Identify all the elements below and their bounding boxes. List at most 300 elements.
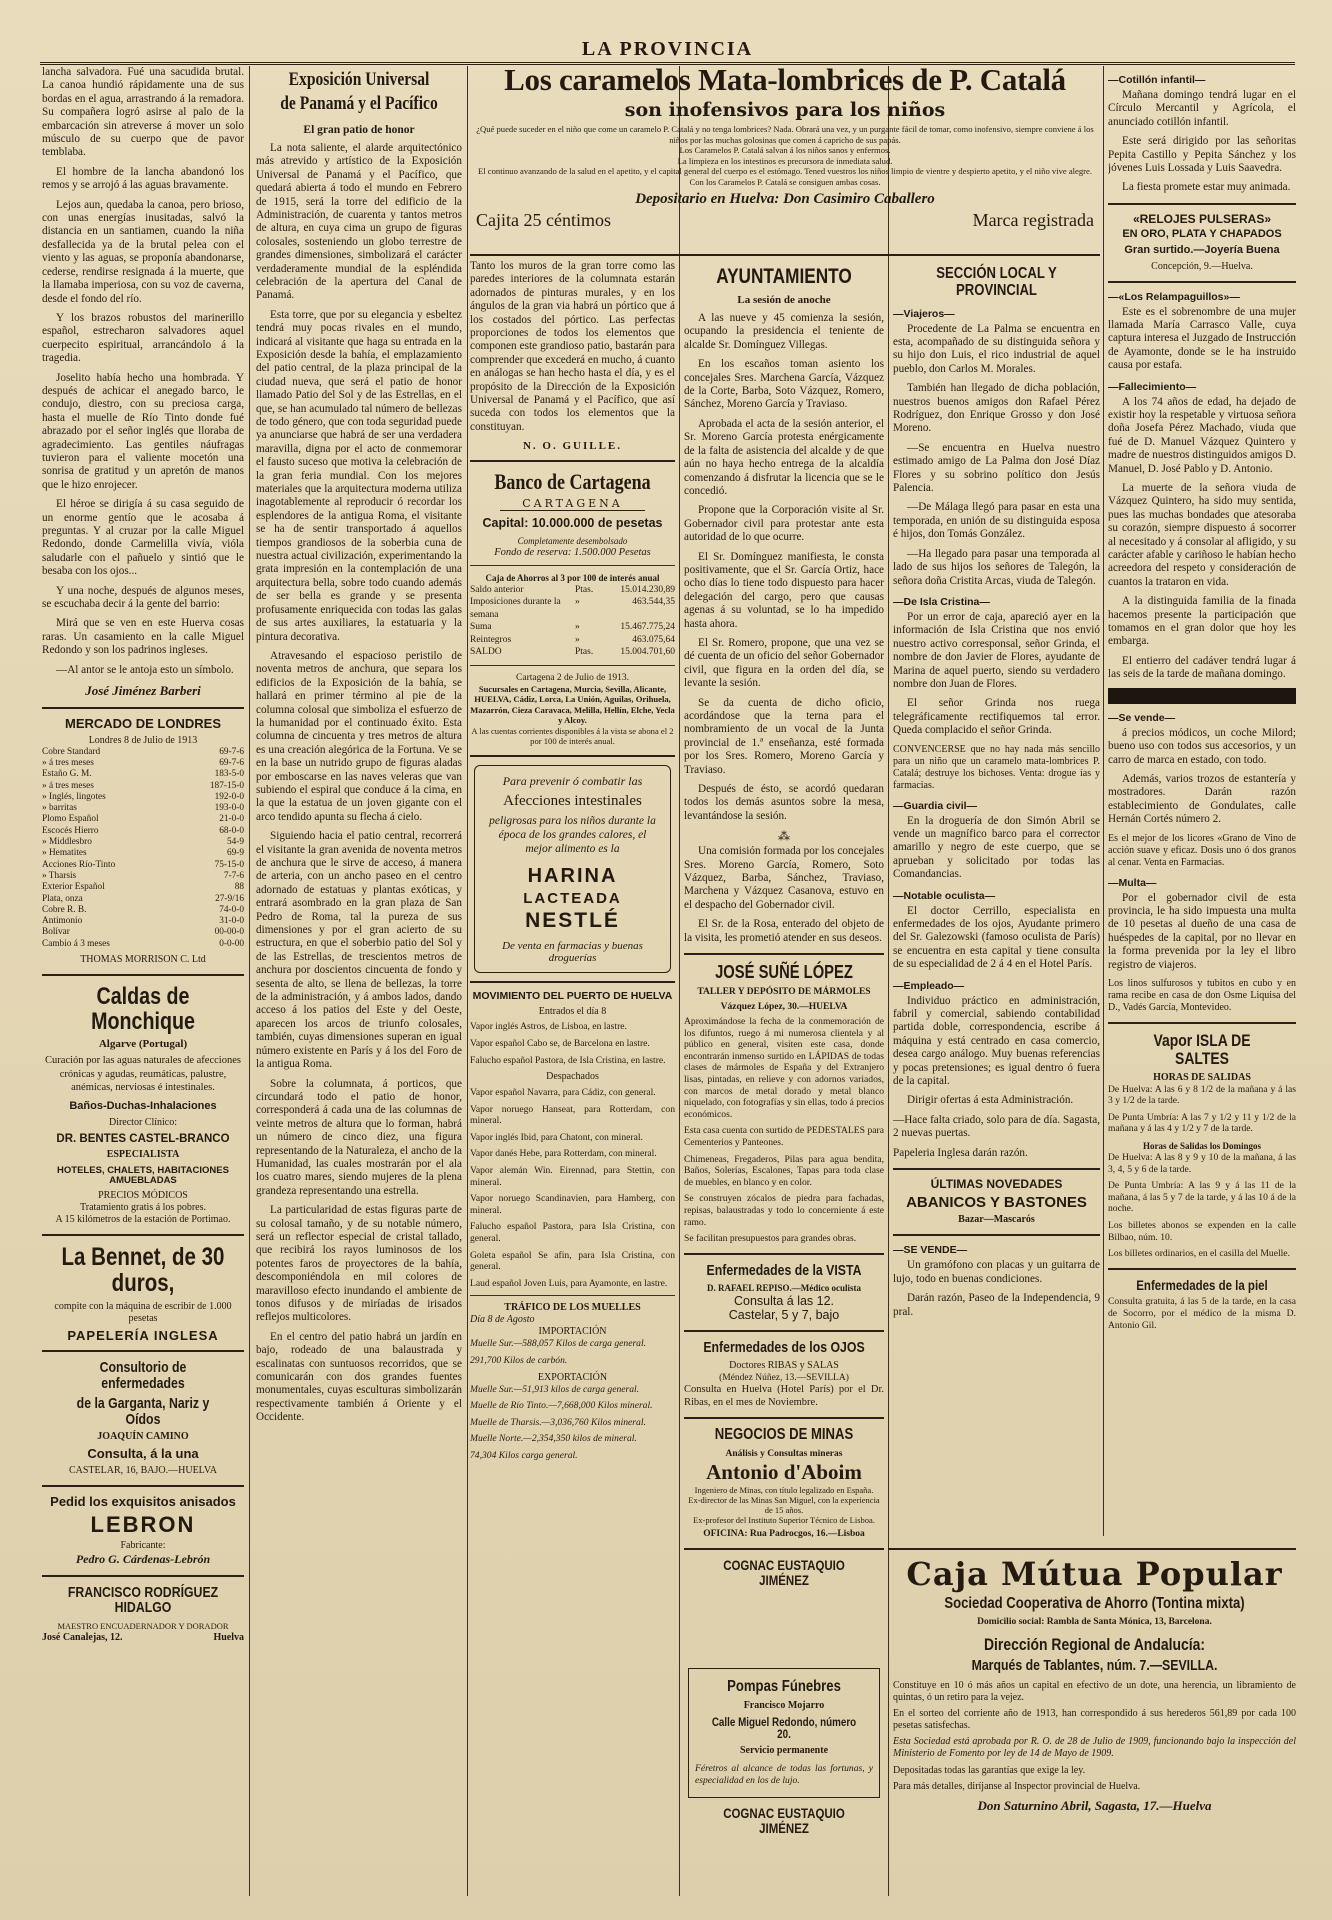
- relojes-ad: [1108, 213, 1296, 273]
- market-row-label: Plata, onza: [42, 893, 83, 904]
- sune-body: Se facilitan presupuestos para grandes obras.: [684, 1233, 857, 1245]
- market-row: [42, 837, 244, 848]
- bank-row: [470, 634, 675, 647]
- ayuntamiento-paragraph: El Sr. de la Rosa, enterado del objeto de la visita, les prometió atender en sus deseos.: [684, 918, 884, 944]
- divider: [470, 665, 675, 666]
- divider: [684, 1548, 884, 1550]
- saltes-line: De Punta Umbría: A las 7 y 1/2 y 11 y 1/2 de la mañana y á las 4 y 1/2 y 7 de la tarde.: [1108, 1111, 1296, 1135]
- piel-ad: [1108, 1278, 1296, 1331]
- expo-paragraph: La particularidad de estas figuras parte de su colosal tamaño, y de su notable número, será un reflector especial de cristal tallado, que recibirá los rayos luminosos de los potentes faros de proyectores de la bahía, descomponiéndola en mil colores de maravilloso efecto inundando el ambiente de tonos difusos y de miríadas de irisados reflejos multicolores.: [256, 1204, 462, 1324]
- market-row-value: 88: [234, 882, 244, 893]
- monchique-subtitle: Algarve (Portugal): [98, 1038, 188, 1051]
- traffic-export: Muelle de Tharsis.—3,036,760 Kilos mineral.: [470, 1416, 646, 1428]
- consultorio-doctor: JOAQUÍN CAMINO: [97, 1431, 189, 1443]
- bank-city: CARTAGENA: [500, 497, 645, 511]
- sune-body: Se construyen zócalos de piedra para fachadas, repisas, balaustradas y todo lo concerniente á este ramo.: [684, 1193, 884, 1228]
- fallecimiento-paragraph: A la distinguida familia de la finada hacemos presente la participación que tomamos en el gran dolor que hoy les embarga.: [1108, 595, 1296, 648]
- divider: [1108, 281, 1296, 283]
- bank-ad: [470, 470, 675, 746]
- market-row-label: » Middlesbro: [42, 837, 92, 848]
- monchique-services: Baños-Duchas-Inhalaciones: [69, 1099, 217, 1112]
- port-entry: Vapor español Cabo se, de Barcelona en lastre.: [470, 1037, 650, 1049]
- consultorio-address: CASTELAR, 16, BAJO.—HUELVA: [68, 1464, 218, 1476]
- port-dispatch: Vapor alemán Win. Eirennad, para Stettin, con mineral.: [470, 1165, 675, 1188]
- empleado-paragraph: Individuo práctico en administración, fabril y comercial, sabiendo contabilidad partida doble, correspondencia, escribe á máquina y está centrado en casa comercio, desea cargo análogo. Muy buenas referencias y pocas pretensiones; es igual dentro ó fuera de la capital.: [893, 994, 1100, 1088]
- port-dispatch: Vapor español Navarra, para Cádiz, con general.: [470, 1087, 656, 1099]
- oculista-heading: —Notable oculista—: [893, 889, 996, 902]
- column-3: [470, 260, 675, 1467]
- traffic-import: Muelle Sur.—588,057 Kilos de carga general.: [470, 1338, 647, 1350]
- novedades-ad: [893, 1178, 1100, 1226]
- story-paragraph: Y los brazos robustos del marinerillo español, estrecharon salvadores aquel cuerpecito espiritual, arrancándolo á la tragedia.: [42, 311, 244, 365]
- cotillon-paragraph: Este será dirigido por las señoritas Pepita Castillo y Pepita Sánchez y los jóvenes Luis Lossada y Luis Saavedra.: [1108, 135, 1296, 175]
- market-row-value: 21-0-0: [219, 814, 244, 825]
- caja-sign: Don Saturnino Abril, Sagasta, 17.—Huelva: [977, 1797, 1212, 1813]
- hidalgo-address: José Canalejas, 12.: [42, 1632, 123, 1644]
- traffic-export-label: EXPORTACIÓN: [537, 1371, 608, 1383]
- ayuntamiento-subtitle: La sesión de anoche: [737, 294, 831, 307]
- negocios-line: Ex-director de las Minas San Miguel, con la experiencia de 15 años.: [688, 1494, 880, 1515]
- saltes-line: De Punta Umbría: A las 9 y á las 11 de la mañana, á las 5 y 7 de la tarde, y á las 10 á de la noche.: [1108, 1180, 1296, 1215]
- cognac-ad-2: COGNAC EUSTAQUIO JIMÉNEZ: [723, 1805, 845, 1836]
- nestle-brand: HARINA: [527, 864, 618, 887]
- caja-dir2: Marqués de Tablantes, núm. 7.—SEVILLA.: [971, 1657, 1218, 1675]
- papeleria-paragraph: Papeleria Inglesa darán razón.: [893, 1146, 1028, 1159]
- market-row-value: 69-9: [226, 848, 244, 859]
- guardia-heading: —Guardia civil—: [893, 799, 978, 812]
- divider: [1108, 1268, 1296, 1270]
- bank-capital-note: Completamente desembolsado: [517, 535, 628, 546]
- bank-cell: »: [575, 597, 580, 607]
- saltes-line: De Huelva: A las 6 y 8 1/2 de la mañana y á las 3 y 1/2 de la tarde.: [1108, 1083, 1296, 1107]
- linos-paragraph: Los linos sulfurosos y tubitos en cubo y en rama recibe en casa de don Osme Liquisa del D., Vadés García, Montevideo.: [1108, 977, 1296, 1013]
- market-row-value: 69-7-6: [219, 758, 244, 768]
- divider: [470, 981, 675, 983]
- bank-cell: 15.467.775,24: [620, 622, 675, 632]
- cognac-ad: COGNAC EUSTAQUIO JIMÉNEZ: [723, 1556, 845, 1588]
- expo-title-2: de Panamá y el Pacífico: [280, 92, 438, 114]
- story-paragraph: lancha salvadora. Fué una sacudida brutal. La canoa hundió rápidamente una de sus bordas en el agua, arrastrando á la remadora. Su compañera logró asirse al palo de la embarcación sin atreverse á mover un solo músculo de su cuerpo que de pavor temblaba.: [42, 66, 244, 159]
- caramelos-text: ¿Qué puede suceder en el niño que come un caramelo P. Catalá y no tenga lombrices? Nada. Obrará una vez, y un purgante fácil de tomar, como inofensivo, siempre conviene á los niños por las muchas golosinas que comen á capricho de sus papás.: [476, 124, 1094, 145]
- ayuntamiento-title: AYUNTAMIENTO: [716, 265, 852, 288]
- caramelos-subtitle: son inofensivos para los niños: [624, 98, 946, 121]
- multa-heading: —Multa—: [1108, 876, 1157, 889]
- relojes-title: «RELOJES PULSERAS»: [1132, 211, 1272, 226]
- port-dispatch: Vapor noruego Hanseat, para Rotterdam, con mineral.: [470, 1103, 675, 1127]
- market-footer: THOMAS MORRISON C. Ltd: [80, 954, 206, 966]
- lebron-maker: Pedro G. Cárdenas-Lebrón: [75, 1551, 211, 1566]
- saltes-sub: HORAS DE SALIDAS: [1153, 1071, 1251, 1083]
- sevende-paragraph: Un gramófono con placas y un guitarra de lujo, todo en buenas condiciones.: [893, 1259, 1100, 1285]
- divider: [684, 1330, 884, 1332]
- divider: [470, 1295, 675, 1296]
- consultorio-ad: [42, 1360, 244, 1477]
- cotillon-paragraph: La fiesta promete estar muy animada.: [1122, 181, 1291, 194]
- negocios-office: OFICINA: Rua Padrocgos, 16.—Lisboa: [703, 1528, 865, 1539]
- bank-caja: Caja de Ahorros al 3 por 100 de interés anual: [485, 572, 660, 583]
- fallecimiento-paragraph: El entierro del cadáver tendrá lugar á las seis de la tarde de mañana domingo.: [1108, 654, 1296, 681]
- caja-mutua-ad: [893, 1554, 1296, 1854]
- market-row-label: Estaño G. M.: [42, 769, 92, 780]
- fallecimiento-heading: —Fallecimiento—: [1108, 380, 1197, 393]
- saltes-line: Horas de Salidas los Domingos: [1142, 1141, 1262, 1152]
- vista-title: Enfermedades de la VISTA: [706, 1261, 862, 1279]
- caramelos-text: El continuo avanzando de la salud en el apetito, y el capital general del cuerpo es el estómago. Tened vuestros los niños limpio de vientre y despierto apetito, y el niño vive alegre. Con los Caramelos P. Catalá se consiguen ambas cosas.: [478, 166, 1092, 187]
- lebron-brand: LEBRON: [90, 1511, 196, 1537]
- lebron-ad: [42, 1495, 244, 1567]
- nestle-sale: De venta en farmacias y buenas droguerías: [502, 940, 643, 965]
- monchique-hotels: HOTELES, CHALETS, HABITACIONES AMUEBLADAS: [57, 1165, 229, 1187]
- saltes-ad: [1108, 1032, 1296, 1260]
- market-row: [42, 939, 244, 950]
- bank-cell: Reintegros: [470, 634, 512, 645]
- port-dispatch: Vapor danés Hebe, para Rotterdam, con mineral.: [470, 1148, 657, 1160]
- isla-paragraph: El señor Grinda nos ruega telegráficamente rectifiquemos tal error. Queda complacido el señor Grinda.: [893, 697, 1100, 737]
- bennet-line: compite con la máquina de escribir de 1.000 pesetas: [54, 1300, 232, 1324]
- expo-title: Exposición Universal: [288, 69, 430, 90]
- divider: [42, 1575, 244, 1577]
- traffic-export: Muelle Sur.—51,913 kilos de carga general.: [470, 1383, 640, 1395]
- caja-line: En el sorteo del corriente año de 1913, han correspondido á sus herederos 561,89 por cada 100 pesetas satisfechas.: [893, 1708, 1296, 1731]
- divider: [893, 1168, 1100, 1170]
- market-row: [42, 826, 244, 837]
- expo-paragraph: Atravesando el espacioso peristilo de noventa metros de anchura, que separa los edificios de la Exposición de la bahía, se hallará en primer término al pie de la columna colosal que simboliza el esfuerzo de la humanidad por el continuado éxito. Esta columna de cincuenta y tres metros de altura es una creación alegórica de la Fortuna. Ve se en la base un nutrido grupo de figuras aladas por emboscarse en las naves veleras que van subiendo el espiral que conduce á la cima, en la que la estatua de un joven gigante con el arco tendido apunta su flecha á cielo.: [256, 649, 462, 823]
- market-row-value: 75-15-0: [214, 859, 244, 870]
- caramelos-ad: [470, 62, 1100, 252]
- monchique-ad: [42, 984, 244, 1226]
- market-row-value: 54-9: [226, 837, 244, 848]
- nestle-line: Afecciones intestinales: [503, 792, 642, 809]
- negocios-ad: [684, 1427, 884, 1540]
- saltes-line: Los billetes abonos se expenden en la calle Bilbao, núm. 10.: [1108, 1220, 1296, 1243]
- port-entry: Falucho español Pastora, de Isla Cristina, en lastre.: [470, 1054, 666, 1066]
- vinos-paragraph: Es el mejor de los licores «Grano de Vino de acción suave y eficaz. Dosis uno ó dos granos al cenar. Venta en Farmacias.: [1108, 832, 1296, 868]
- market-row: [42, 747, 244, 758]
- column-rule: [888, 66, 889, 1896]
- caramelos-mark: Marca registrada: [972, 209, 1094, 230]
- nestle-ad: [474, 765, 671, 974]
- market-row: [42, 814, 244, 825]
- port-movement: [470, 991, 675, 1461]
- bank-cell: Suma: [470, 622, 492, 632]
- viajeros-paragraph: Procedente de La Palma se encuentra en esta, acompañado de su distinguida señora y su hijo don Luis, el rico industrial de aquel pueblo, don Carlos M. Morales.: [893, 322, 1100, 375]
- relojes-sub: Gran surtido.—Joyería Buena: [1124, 243, 1280, 256]
- monchique-specialist: ESPECIALISTA: [106, 1149, 180, 1161]
- ayuntamiento-paragraph: Se da cuenta de dicho oficio, acordándose que la terna para el nombramiento de un vocal de la Junta provincial de 1.ª enseñanza, esté formada por los Sres. Romero, Moreno García y Traviaso.: [684, 696, 884, 776]
- caramelos-title: Los caramelos Mata-lombrices de P. Catalá: [504, 62, 1066, 97]
- bank-row: [470, 646, 675, 659]
- convencerse-paragraph: CONVENCERSE que no hay nada más sencillo para un niño que un caramelo mata-lombrices P. Catalá; destruye los bichoses. Venta: drogue ías y farmacias.: [893, 743, 1100, 791]
- expo-paragraph: Siguiendo hacia el patio central, recorrerá el visitante la gran avenida de noventa metros de anchura que le sirve de acceso, á manera de arteria, con un ancho paseo en el centro adornado de estatuas y plantas exóticas, y entrará asombrado en la gran plaza de San Pedro de Roma, tal la pureza de sus dimensiones y por el gran acierto de su estructura, en que el soberbio patio del Sol y de las Estrellas, de trescientos metros de anchura por doscientos cincuenta de fondo y sesenta de alto, se llena de bellezas, la torre de la administración, y á ambos lados, dando acceso á los patios del Este y del Oeste, aparecen los arcos de triunfo colosales, también, cuyas dimensiones superan en igual número existente en París y á los del Foro de la antigua Roma.: [256, 830, 462, 1071]
- bank-cell: »: [575, 622, 580, 632]
- bank-note: A las cuentas corrientes disponibles á la vista se abona el 2 por 100 de interés anual.: [471, 725, 674, 746]
- viajeros-paragraph: —De Málaga llegó para pasar en esta una temporada, en unión de su distinguida esposa é hijos, don Tomás González.: [893, 501, 1100, 541]
- novedades-shop: Bazar—Mascarós: [958, 1214, 1035, 1226]
- market-row-label: Acciones Río-Tinto: [42, 859, 116, 870]
- bank-cell: Ptas.: [575, 647, 594, 657]
- piel-title: Enfermedades de la piel: [1136, 1276, 1268, 1293]
- monchique-body: Curación por las aguas naturales de afecciones crónicas y agudas, reumáticas, palustre, anémicas, nerviosas é intestinales.: [45, 1055, 241, 1094]
- consultorio-subtitle: de la Garganta, Nariz y Oídos: [76, 1394, 210, 1428]
- bank-cell: 15.014.230,89: [620, 584, 675, 595]
- port-entered: Entrados el día 8: [538, 1006, 607, 1018]
- fallecimiento-paragraph: La muerte de la señora viuda de Vázquez Quintero, ha sido muy sentida, pues las muchas bondades que atesoraba su corazón, siempre dispuesto á socorrer al necesitado y á consolar al afligido, y su carácter afable y cariñoso le habían hecho acreedora del respeto y consideración de cuantos la trataron en vida.: [1108, 482, 1296, 588]
- story-paragraph: El héroe se dirigía á su casa seguido de un enorme gentío que le acosaba á preguntas. Y al cruzar por la calle Miguel Redondo, donde Carmelilla vivía, vióla saludarle con el pañuelo y sintió que le besaba con los ojos...: [42, 498, 244, 578]
- column-rule: [249, 66, 250, 1896]
- market-row: [42, 916, 244, 927]
- market-row-label: Plomo Español: [42, 814, 99, 825]
- caja-dir1: Dirección Regional de Andalucía:: [983, 1635, 1206, 1655]
- market-row-label: » Tharsis: [42, 870, 77, 881]
- market-row-value: 187-15-0: [209, 780, 244, 791]
- saltes-line: De Huelva: A las 8 y 9 y 10 de la mañana, á las 3, 4, 5 y 6 de la tarde.: [1108, 1152, 1296, 1175]
- cotillon-heading: —Cotillón infantil—: [1108, 74, 1206, 86]
- market-row: [42, 882, 244, 893]
- caja-line: Para más detalles, diríjanse al Inspector provincial de Huelva.: [893, 1781, 1141, 1793]
- caramelos-footer: [470, 210, 1100, 231]
- funebres-line: Féretros al alcance de todas las fortunas, y especialidad en los de lujo.: [695, 1762, 873, 1786]
- expo-paragraph: En el centro del patio habrá un jardín en bajo, rodeado de una balaustrada y escalinatas con suntuosos recorridos, que se comunicarán con dos grandes fuentes monumentales, cuyas esculturas simbolizarán respectivamente también á Oriente y el Occidente.: [256, 1330, 462, 1424]
- ayuntamiento-paragraph: Una comisión formada por los concejales Sres. Moreno García, Romero, Soto Vázquez, Barba, Sánchez, Traviaso, Marchena y Vázquez Casanova, estuvo en el despacho del Gobernador civil.: [684, 845, 884, 911]
- bank-capital: Capital: 10.000.000 de pesetas: [482, 516, 663, 531]
- port-dispatch: Vapor noruego Scandinavien, para Hamberg, con mineral.: [470, 1193, 675, 1216]
- ayuntamiento-paragraph: Después de ésto, se acordó quedaran todos los demás asuntos sobre la mesa, levantándose la sesión.: [684, 783, 884, 822]
- lebron-maker-label: Fabricante:: [120, 1539, 166, 1551]
- sune-body: Esta casa cuenta con surtido de PEDESTALES para Cementerios y Panteones.: [684, 1125, 884, 1148]
- divider: [470, 565, 675, 566]
- column-rule: [467, 66, 468, 1896]
- market-row: [42, 860, 244, 871]
- negocios-sub: Análisis y Consultas mineras: [725, 1448, 843, 1459]
- vista-address: Castelar, 5 y 7, bajo: [728, 1308, 840, 1323]
- monchique-title: Caldas de Monchique: [91, 983, 195, 1036]
- port-dispatch: Vapor inglés Ibid, para Chatont, con mineral.: [470, 1131, 643, 1143]
- market-row-value: 0-0-00: [219, 938, 244, 949]
- bennet-title: La Bennet, de 30 duros,: [61, 1243, 225, 1298]
- ayuntamiento-paragraph: En los escaños toman asiento los concejales Sres. Marchena García, Vázquez de la Corte, Barba, Soto Vázquez, Romero, Sánchez, Moreno García y Traviaso.: [684, 358, 884, 411]
- funebres-ad: [688, 1668, 880, 1798]
- viajeros-paragraph: También han llegado de dicha población, nuestros buenos amigos don Rafael Pérez Rodríguez, don Enrique Grosso y don José Moreno.: [893, 382, 1100, 435]
- se-vende-ad: [893, 1244, 1100, 1319]
- ayuntamiento-paragraph: Propone que la Corporación visite al Sr. Gobernador civil para protestar ante esta autoridad de lo que ocurre.: [684, 504, 884, 544]
- novedades-title: ÚLTIMAS NOVEDADES: [930, 1177, 1063, 1192]
- market-row-label: Antimonio: [42, 916, 83, 927]
- market-row-label: » barritas: [42, 803, 77, 814]
- market-row-label: Escocés Hierro: [42, 825, 99, 836]
- caja-line: Depositadas todas las garantías que exige la ley.: [893, 1764, 1086, 1776]
- consultorio-hours: Consulta, á la una: [87, 1446, 199, 1462]
- bank-table: [470, 584, 675, 659]
- vista-ad: [684, 1263, 884, 1323]
- traffic-import: 291,700 Kilos de carbón.: [470, 1355, 568, 1366]
- market-row: [42, 905, 244, 916]
- bank-row: [470, 584, 675, 597]
- market-row-label: » Hematites: [42, 848, 87, 859]
- ayuntamiento-paragraph: El Sr. Domínguez manifiesta, le consta positivamente, que el Sr. García Ortiz, hace ocho días lo tiene todo dispuesto para hacer delegación del cargo, pero que causas agenas á su voluntad, se lo ha impedido hasta ahora.: [684, 550, 884, 630]
- market-row-value: 193-0-0: [214, 803, 244, 814]
- story-paragraph: Mirá que se ven en este Huerva cosas raras. Un casamiento en la calle Miguel Redondo y son los padrinos ingleses.: [42, 617, 244, 657]
- expo-signature: N. O. GUILLE.: [522, 440, 623, 453]
- divider: [684, 953, 884, 955]
- market-row-value: 69-7-6: [219, 746, 244, 757]
- london-market: [42, 717, 244, 966]
- bank-cell: 463.075,64: [632, 634, 675, 645]
- bank-row: [470, 596, 675, 621]
- caja-sub: Sociedad Cooperativa de Ahorro (Tontina mixta): [944, 1594, 1245, 1612]
- story-paragraph: —Al antor se le antoja esto un símbolo.: [56, 663, 234, 676]
- vista-doctor: D. RAFAEL REPISO.—Médico oculista: [706, 1283, 862, 1294]
- fallecimiento-paragraph: A los 74 años de edad, ha dejado de existir hoy la respetable y virtuosa señora doña Josefa Pérez Machado, viuda que fué de D. Manuel Vázquez Quintero y madre de nuestros distinguidos amigos D. Manuel, D. José Pablo y D. Antonio.: [1108, 395, 1296, 475]
- expo-paragraph: La nota saliente, el alarde arquitectónico más atrevido y artístico de la Exposición Universal de Panamá y el Pacífico, que quedará abierta á todo el mundo en Febrero de 1915, será la torre del edificio de la Administración, de cuarenta y tantos metros de altura, en cuya cima un grupo de figuras colosales, sosteniendo un globo terrestre de grandes dimensiones, simbolizará el carácter verdaderamente mundial de la espléndida celebración de la apertura del Canal de Panamá.: [256, 141, 462, 302]
- negocios-title: NEGOCIOS DE MINAS: [714, 1426, 854, 1444]
- saltes-title: Vapor ISLA DE SALTES: [1153, 1030, 1251, 1068]
- caja-line: Constituye en 10 ó más años un capital en efectivo de un dote, una herencia, un libramiento de quintas, ó un retiro para la vejez.: [893, 1679, 1296, 1703]
- newspaper-title: LA PROVINCIA: [581, 38, 754, 60]
- bank-cell: 15.004.701,60: [620, 647, 675, 657]
- traffic-export: 74,304 Kilos carga general.: [470, 1449, 578, 1461]
- market-row-label: Cobre R. B.: [42, 904, 87, 915]
- caja-line: Esta Sociedad está aprobada por R. O. de 28 de Julio de 1909, funcionando bajo la inspección del Ministerio de Fomento por ley de 14 de Mayo de 1909.: [893, 1736, 1296, 1759]
- divider: [470, 254, 1100, 256]
- column-rule: [1103, 66, 1104, 1536]
- bank-cell: 463.544,35: [632, 597, 675, 607]
- port-entry: Vapor inglés Astros, de Lisboa, en lastre.: [470, 1021, 627, 1033]
- divider: [42, 1234, 244, 1236]
- ayuntamiento-paragraph: A las nueve y 45 comienza la sesión, ocupando la presidencia el teniente de alcalde Sr. Domínguez Villegas.: [684, 312, 884, 351]
- monchique-director: DR. BENTES CASTEL-BRANCO: [56, 1133, 230, 1146]
- negocios-line: Ex-profesor del Instituto Superior Técnico de Lisboa.: [693, 1514, 875, 1525]
- market-row-value: 31-0-0: [219, 916, 244, 927]
- caja-title: Caja Mútua Popular: [906, 1555, 1283, 1593]
- caramelos-price: Cajita 25 céntimos: [476, 209, 611, 230]
- market-row: [42, 894, 244, 905]
- market-row: [42, 871, 244, 882]
- divider: [1108, 1022, 1296, 1024]
- expo-paragraph: Tanto los muros de la gran torre como las paredes interiores de la columnata estarán adornados de pinturas murales, y en los ángulos de la gran via habrá un pórtico que á los costados del pórtico. Las perfectas proporciones de todos los elementos que componen este grandioso patio, bastarán para comprender que excederá en mucho, á cuanto en análogas se han hecho hasta el día, y es el propósito de la Dirección de la Exposición Universal de Panamá y el Pacífico, que así suceda con todos los elementos que la constituyan.: [470, 260, 675, 433]
- divider: [684, 1417, 884, 1419]
- ojos-line: (Méndez Núñez, 13.—SEVILLA): [719, 1373, 849, 1384]
- market-row-value: 74-0-0: [219, 904, 244, 915]
- viajeros-paragraph: —Ha llegado para pasar una temporada al lado de sus hijos los señores de Talegón, la señora doña Cristita Arcas, viuda de Talegón.: [893, 547, 1100, 587]
- funebres-column: [684, 1668, 884, 1888]
- market-row: [42, 803, 244, 814]
- monchique-distance: A 15 kilómetros de la estación de Portimao.: [55, 1214, 231, 1226]
- empleado-heading: —Empleado—: [893, 979, 965, 992]
- sevende-heading: —SE VENDE—: [893, 1244, 968, 1257]
- port-dispatch: Laud español Joven Luis, para Ayamonte, en lastre.: [470, 1277, 668, 1289]
- column-1: [42, 66, 244, 1644]
- nestle-line: Para prevenir ó combatir las: [502, 773, 643, 788]
- expo-paragraph: Esta torre, que por su elegancia y esbeltez tendrá muy pocas rivales en el mundo, indicará al visitante que haga su entrada en la Exposición desde la bahía, el emplazamiento del patio central, de la plaza principal de la ciudad nueva, que será el patio de honor llamado Patio del Sol y de las Estrellas, en el que, se han acumulado tal número de bellezas de todo género, que con toda seguridad puede ya anunciarse que habrá de ser una verdadera maravilla, digna por el acto de conmemorar el fausto suceso que motiva la celebración de la gran feria mundial. Con los mejores materiales que la arquitectura moderna utiliza inagotablemente al reproducir ó recordar los esplendores de la antigua Roma, el visitante se ha de sentir transportado á aquellos tiempos grandiosos de la soberbia cuna de nuestra actual civilización, experimentando la grata impresión en la contemplación de una arquitectura bella, sobre todo cuando además de ser bella es grande y se presenta profusamente enriquecida con todas las galas de sus artes auxiliares, la estatuaria y la pintura decorativa.: [256, 308, 462, 643]
- divider: [1108, 203, 1296, 205]
- divider: [42, 974, 244, 976]
- market-row-value: 192-0-0: [214, 791, 244, 802]
- bank-cell: Imposiciones durante la semana: [470, 597, 561, 620]
- story-paragraph: El hombre de la lancha abandonó los remos y se arrojó á las aguas bravamente.: [42, 165, 244, 192]
- port-dispatch: Goleta español Se afin, para Isla Cristina, con general.: [470, 1249, 675, 1273]
- multa-paragraph: Por el gobernador civil de esta provincia, le ha sido impuesta una multa de 10 pesetas al dueño de una casa de huéspedes de la capital, por no llevar en la forma prevenida por la ley el libro registro de viajeros.: [1108, 891, 1296, 971]
- divider: [42, 1350, 244, 1352]
- nestle-brand: NESTLÉ: [525, 909, 620, 933]
- market-row-value: 68-0-0: [219, 825, 244, 836]
- story-paragraph: Lejos aun, quedaba la canoa, pero brioso, con unas energías inusitadas, salvó la distancia en un santiamen, cuando la niña desfallecida ya de la brutal pelea con el viento y las aguas, se proponía abandonarse, cederse, rendirse resignada á la muerte, que la llamaba imperiosa, con su voz de caverna, desde el fondo del río.: [42, 198, 244, 305]
- sune-sub: TALLER Y DEPÓSITO DE MÁRMOLES: [697, 987, 871, 997]
- viajeros-heading: —Viajeros—: [893, 307, 955, 320]
- redacted-bar: [1108, 688, 1296, 704]
- market-row-label: Bolívar: [42, 927, 70, 938]
- sune-ad: [684, 963, 884, 1245]
- relojes-address: Concepción, 9.—Huelva.: [1151, 260, 1253, 272]
- novedades-sub: ABANICOS Y BASTONES: [906, 1193, 1087, 1211]
- bank-cell: Saldo anterior: [470, 584, 524, 595]
- piel-text: Consulta gratuita, á las 5 de la tarde, en la casa de Socorro, por el médico de la misma D. Antonio Gil.: [1108, 1296, 1296, 1331]
- bank-row: [470, 621, 675, 634]
- hidalgo-address-row: [42, 1632, 244, 1644]
- market-row-label: Cobre Standard: [42, 746, 101, 757]
- funebres-service: Servicio permanente: [739, 1744, 829, 1756]
- market-row-value: 00-00-0: [214, 927, 244, 938]
- column-4: [684, 262, 884, 1591]
- funebres-name: Francisco Mojarro: [743, 1699, 825, 1711]
- ojos-line: Consulta en Huelva (Hotel París) por el Dr. Ribas, en el mes de Noviembre.: [684, 1384, 884, 1408]
- market-row: [42, 927, 244, 938]
- bank-date: Cartagena 2 de Julio de 1913.: [516, 672, 629, 683]
- hidalgo-name: FRANCISCO RODRÍGUEZ HIDALGO: [67, 1583, 219, 1617]
- local-title: SECCIÓN LOCAL Y PROVINCIAL: [936, 265, 1057, 299]
- bennet-shop: PAPELERÍA INGLESA: [67, 1327, 219, 1343]
- bennet-ad: [42, 1244, 244, 1342]
- divider: [42, 1485, 244, 1487]
- sune-title: JOSÉ SUÑÉ LÓPEZ: [715, 962, 853, 983]
- hidalgo-city: Huelva: [213, 1632, 244, 1644]
- divider: [470, 460, 675, 462]
- monchique-poor: Tratamiento gratis á los pobres.: [79, 1202, 206, 1214]
- sune-address: Vázquez López, 30.—HUELVA: [720, 1002, 848, 1012]
- caramelos-text: Los Caramelos P. Catalá salvan á los niños sanos y enfermos.: [679, 145, 891, 156]
- expo-subtitle: El gran patio de honor: [303, 123, 415, 136]
- hidalgo-ad: [42, 1585, 244, 1645]
- traffic-export: Muelle Norte.—2,354,350 kilos de mineral.: [470, 1433, 637, 1445]
- relojes-sub: EN ORO, PLATA Y CHAPADOS: [1122, 228, 1282, 241]
- sune-body: Aproximándose la fecha de la conmemoración de los difuntos, ruego á mi numerosa clientela y al público en general, visiten este casa, donde encontrarán inmenso surtido en LÁPIDAS de todas clases de mármoles de España y del Extranjero lisas, pintadas, en relieve y con adornos variados, con marcos de metal dorado y metal blanco niquelado, con fotografías y sin ellas, todo á precios económicos.: [684, 1016, 884, 1120]
- market-row: [42, 769, 244, 780]
- story-paragraph: Joselito había hecho una hombrada. Y después de achicar el anegado barco, le condujo, diestro, con su preciosa carga, hasta el muelle de Río Tinto donde fué abrazado por el señor inglés que lloraba de agradecimiento. Las gentiles náufragas tuvieron para el valiente mocetón una sonrisa de gratitud y un apretón de manos que le hizo enrojecer.: [42, 371, 244, 491]
- market-row: [42, 792, 244, 803]
- monchique-prices: PRECIOS MÓDICOS: [98, 1190, 188, 1202]
- column-6: [1108, 66, 1296, 1541]
- port-title: MOVIMIENTO DEL PUERTO DE HUELVA: [472, 990, 673, 1003]
- nestle-brand: LACTEADA: [523, 889, 622, 907]
- market-row-label: » Inglés, lingotes: [42, 791, 106, 802]
- divider: [684, 1253, 884, 1255]
- expo-paragraph: Sobre la columnata, á porticos, que circundará todo el patio de honor, corresponderá á cada una de las columnas de veinte metros de altura que lo forman, habrá un número de cinco diez, una figura representando de la Naturaleza, el ancho de la Humanidad, las cuales mostrarán por el ala los cuatro mares, siendo mujeres de la plena grandeza representando una estrella.: [256, 1077, 462, 1197]
- market-row-value: 27-9/16: [215, 893, 244, 904]
- market-row: [42, 758, 244, 769]
- ojos-ad: [684, 1340, 884, 1409]
- bank-reserve: Fondo de reserva: 1.500.000 Pesetas: [494, 546, 651, 558]
- market-date: Londres 8 de Julio de 1913: [88, 734, 198, 746]
- guardia-paragraph: En la droguería de don Simón Abril se vende un magnífico barco para el corrector amarillo y negro de este cuerpo, que se aprueban y solicitado por todas las Comandancias.: [893, 814, 1100, 881]
- sune-body: Chimeneas, Fregaderos, Pilas para agua bendita, Baños, Solerías, Escalones, Tapas para toda clase de muebles, en blanco y en color.: [684, 1153, 884, 1188]
- vende-paragraph: Además, varios trozos de estantería y mostradores. Darán razón establecimiento de Gondulates, calle Hernán Cortés número 2.: [1108, 772, 1296, 826]
- divider: [470, 755, 675, 757]
- divider: [42, 707, 244, 709]
- cotillon-paragraph: Mañana domingo tendrá lugar en el Círculo Mercantil y Agrícola, el anunciado cotillón infantil.: [1108, 89, 1296, 128]
- bank-cell: SALDO: [470, 647, 502, 657]
- market-row: [42, 781, 244, 792]
- story-paragraph: Y una noche, después de algunos meses, se escuchaba decir á la gente del barrio:: [42, 584, 244, 611]
- lebron-ask: Pedid los exquisitos anisados: [50, 1493, 236, 1509]
